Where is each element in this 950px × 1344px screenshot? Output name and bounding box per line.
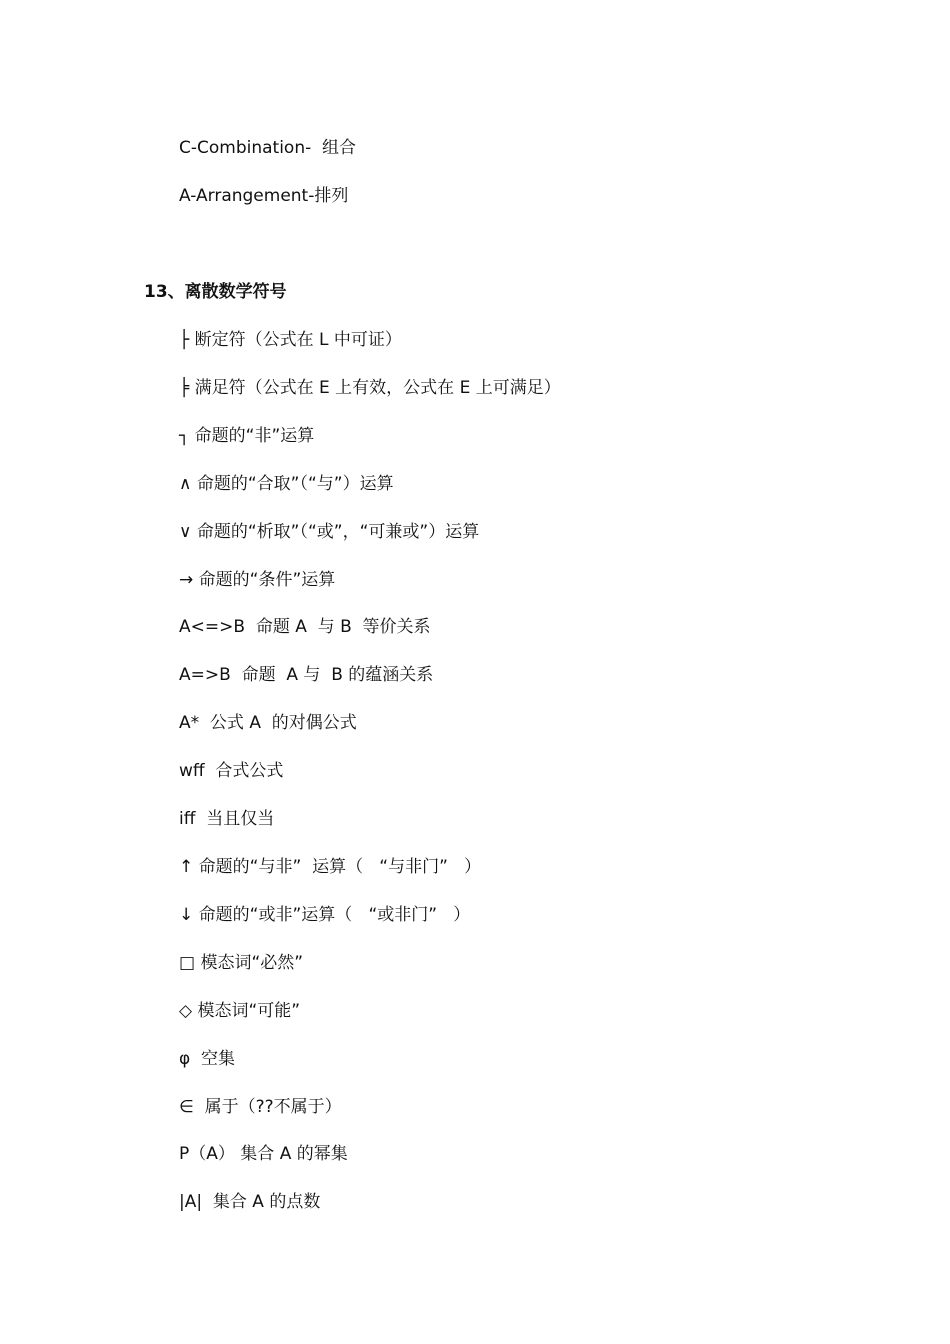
- symbol-line-element-of: ∈ 属于（??不属于）: [179, 1097, 342, 1117]
- text-line-combination: C-Combination- 组合: [179, 138, 357, 158]
- symbol-line-negation: ┐ 命题的“非”运算: [179, 426, 315, 446]
- symbol-line-double-turnstile: ╞ 满足符（公式在 E 上有效，公式在 E 上可满足）: [179, 378, 561, 398]
- text-line-arrangement: A-Arrangement-排列: [179, 186, 349, 206]
- symbol-line-nand: ↑ 命题的“与非” 运算（ “与非门” ）: [179, 857, 482, 877]
- symbol-line-conjunction: ∧ 命题的“合取”（“与”）运算: [179, 474, 394, 494]
- symbol-line-possibility: ◇ 模态词“可能”: [179, 1001, 301, 1021]
- symbol-line-necessity: □ 模态词“必然”: [179, 953, 304, 973]
- symbol-line-dual: A* 公式 A 的对偶公式: [179, 713, 357, 733]
- section-heading: 13、离散数学符号: [144, 282, 287, 302]
- symbol-line-conditional: → 命题的“条件”运算: [179, 570, 336, 590]
- symbol-line-wff: wff 合式公式: [179, 761, 284, 781]
- symbol-line-disjunction: ∨ 命题的“析取”（“或”，“可兼或”）运算: [179, 522, 480, 542]
- symbol-line-power-set: P（A） 集合 A 的幂集: [179, 1144, 348, 1164]
- symbol-line-implication: A=>B 命题 A 与 B 的蕴涵关系: [179, 665, 434, 685]
- symbol-line-iff: iff 当且仅当: [179, 809, 275, 829]
- symbol-line-turnstile: ├ 断定符（公式在 L 中可证）: [179, 330, 402, 350]
- symbol-line-cardinality: |A| 集合 A 的点数: [179, 1192, 321, 1212]
- symbol-line-equivalence: A<=>B 命题 A 与 B 等价关系: [179, 617, 431, 637]
- symbol-line-empty-set: φ 空集: [179, 1049, 236, 1069]
- symbol-line-nor: ↓ 命题的“或非”运算（ “或非门” ）: [179, 905, 471, 925]
